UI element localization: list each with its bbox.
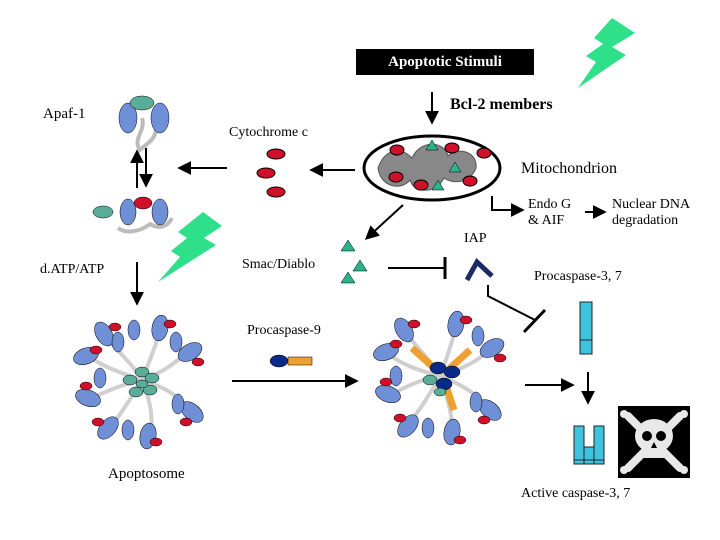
active-caspase-label: Active caspase-3, 7 [521,486,631,501]
nuclear-dna-line1: Nuclear DNA [612,197,691,212]
apoptotic-stimuli-banner [356,49,534,75]
inhibit-iap-to-caspase [488,285,535,320]
procaspase-3-icon [580,302,592,354]
endo-g-line2: & AIF [528,213,565,229]
iap-icon [467,262,492,280]
procaspase-9-label: Procaspase-9 [247,323,321,338]
cytochrome-c-label: Cytochrome c [229,125,308,140]
endo-g-label [528,197,571,229]
datp-atp-label: d.ATP/ATP [40,262,105,277]
apoptosome-right [371,310,507,446]
apoptosome-left [71,314,207,450]
apoptotic-stimuli-label: Apoptotic Stimuli [388,53,502,70]
procaspase-3-7-label: Procaspase-3, 7 [534,269,622,284]
nuclear-dna-line2: degradation [612,213,679,229]
lightning-bolt-icon [578,18,635,88]
apaf1-active [93,197,172,231]
arrow-mito-to-smac [367,205,403,238]
apaf1-label: Apaf-1 [43,106,86,122]
smac-diablo-molecules [341,240,367,283]
mitochondrion-icon [364,136,500,200]
procaspase-9-icon [270,355,312,367]
active-caspase-icon [574,426,604,464]
inhibit-bar-caspase [524,310,545,332]
iap-label: IAP [464,231,487,246]
cytochrome-c-molecules [257,149,285,197]
apoptosome-label: Apoptosome [108,466,185,482]
endo-g-line1: Endo G [528,197,572,212]
skull-crossbones-icon [618,406,690,478]
smac-diablo-label: Smac/Diablo [242,257,316,272]
apaf1-inactive [119,96,169,150]
mitochondrion-label: Mitochondrion [521,160,617,177]
nuclear-dna-label [612,197,690,229]
arrow-mito-to-endog [492,196,522,210]
bcl2-members-label: Bcl-2 members [450,96,553,113]
